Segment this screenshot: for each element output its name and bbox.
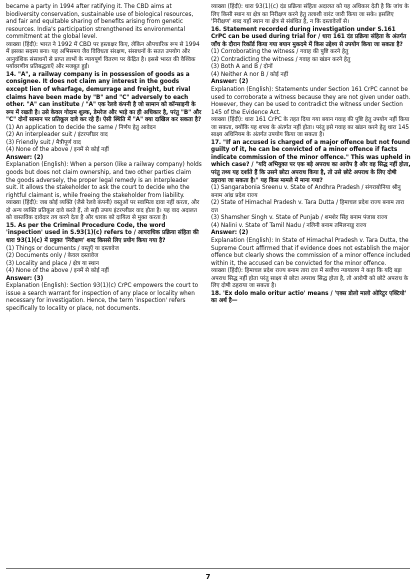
right-paragraph: Explanation (English): Statements under Section 161 CrPC cannot be used to corroborate a witness because they are not given under oath. However, they can be used to contradict the witness under Section 145 of the Evidence Act. [211, 87, 411, 116]
footer-divider [6, 568, 410, 569]
right-paragraph: (2) State of Himachal Pradesh v. Tara Dutta / हिमाचल प्रदेश राज्य बनाम तारा दत्त [211, 200, 405, 214]
right-paragraph: 17. "If an accused is charged of a major offence but not found guilty of it, he can be convicted of a minor offence if facts indicate commission of the minor offence." This was upheld in which case? / "यदि अभियुक्त पर एक बड़े अपराध का आरोप है और वह सिद्ध नहीं होता, परंतु तथ्य यह दर्शाते हैं कि उसने छोटा अपराध किया है, तो उसे छोटे अपराध के लिए दोषी ठहराया जा सकता है।" यह किस मामले में माना गया? [211, 139, 411, 184]
left-paragraph: 14. "A", a railway company is in possession of goods as a consignee. It does not claim any interest in the goods except lien of wharfage, demurrage and freight, but rival claims have been made by "B" and "C" adversely to each other. "A" can institute / "A" एक रेलवे कंपनी है जो सामान को कॉन्साइनी के रूप में रखती है। उसे केवल गोदाम शुल्क, डेमरेज और भाड़े का ही अधिकार है, परंतु "B" और "C" दोनों सामान पर प्रतिकूल दावे कर रहे हैं। ऐसी स्थिति में "A" क्या दाखिल कर सकता है? [6, 71, 202, 124]
right-column [211, 4, 411, 306]
left-paragraph: (3) Locality and place / क्षेत्र या स्थान [6, 260, 99, 267]
right-paragraph: (3) Both A and B / दोनों [211, 64, 273, 71]
left-paragraph: Answer: (2) [6, 154, 44, 161]
right-paragraph: Answer: (2) [211, 79, 249, 86]
left-paragraph: became a party in 1994 after ratifying it. The CBD aims at biodiversity conservation, sustainable use of biological resources, and fair and equitable sharing of benefits arising from genetic resources. India's participation strengthened its environmental commitment at the global level. [6, 4, 194, 41]
right-paragraph: (1) Sangarabonia Sreenu v. State of Andhra Pradesh / संगराबोनिया श्रीनु बनाम आंध्र प्रदेश राज्य [211, 185, 401, 199]
left-paragraph: (1) An application to decide the same / निर्णय हेतु आवेदन [6, 124, 156, 131]
left-paragraph: Explanation (English): When a person (like a railway company) holds goods but does not claim ownership, and two other parties claim the goods adversely, the proper legal remedy is an interpleader suit. It allows the stakeholder to ask the court to decide who the rightful claimant is, while freeing the stakeholder from liability. [6, 162, 202, 199]
left-paragraph: Answer: (3) [6, 275, 44, 282]
right-paragraph: 16. Statement recorded during investigation under S.161 CrPC can be used during trial for / धारा 161 दंड प्रक्रिया संहिता के अंतर्गत जाँच के दौरान रिकॉर्ड किया गया बयान मुकदमे में किस उद्देश्य से उपयोग किया जा सकता है? [211, 26, 407, 48]
right-paragraph: व्याख्या (हिंदी): धारा 93(1)(c) दंड प्रक्रिया संहिता अदालत को यह अधिकार देती है कि जांच के लिए किसी स्थान या क्षेत्र का निरीक्षण करने हेतु तलाशी वारंट जारी किया जा सके। इसलिए 'निरीक्षण' शब्द यहाँ स्थान या क्षेत्र से संबंधित है, न कि दस्तावेजों से। [211, 4, 409, 26]
left-paragraph: (3) Friendly suit / मैत्रीपूर्ण वाद [6, 139, 81, 146]
left-paragraph: (4) None of the above / इनमें से कोई नहीं [6, 147, 109, 154]
left-paragraph: 15. As per the Criminal Procedure Code, the word 'inspection' used in S.93(1)(c) refers to / आपराधिक प्रक्रिया संहिता की धारा 93(1)(c) में प्रयुक्त 'निरीक्षण' शब्द किससे लिए प्रयोग किया गया है? [6, 222, 199, 244]
right-paragraph: 18. 'Ex dolo malo oritur actio' means / 'एक्स डोलो मालो ओरिटुर एक्टियो' का अर्थ है— [211, 290, 407, 305]
left-paragraph: Explanation (English): Section 93(1)(c) CrPC empowers the court to issue a search warrant for inspection of any place or locality when necessary for investigation. Hence, the term 'inspection' refers specifically to locality or place, not documents. [6, 283, 199, 312]
left-paragraph: व्याख्या (हिंदी): जब कोई व्यक्ति (जैसे रेलवे कंपनी) वस्तुओं पर स्वामित्व दावा नहीं करता, और दो अन्य व्यक्ति प्रतिकूल दावे करते हैं, तो सही उपाय इंटरप्लीडर वाद होता है। यह वाद अदालत को वास्तविक दावेदार तय करने देता है और धारक को दायित्व से मुक्त करता है। [6, 200, 200, 222]
right-paragraph: (4) Neither A nor B / कोई नहीं [211, 71, 289, 78]
page-number: 7 [205, 573, 211, 581]
right-paragraph: (4) Nalini v. State of Tamil Nadu / नलिनी बनाम तमिलनाडु राज्य [211, 222, 367, 229]
right-paragraph: (2) Contradicting the witness / गवाह का खंडन करने हेतु [211, 56, 351, 63]
left-paragraph: (1) Things or documents / वस्तुएँ या दस्तावेज [6, 245, 119, 252]
right-paragraph: Explanation (English): In State of Himachal Pradesh v. Tara Dutta, the Supreme Court affirmed that if evidence does not establish the major offence but clearly shows the commission of a minor offence included within it, the accused can be convicted for the minor offence. [211, 237, 411, 267]
right-paragraph: व्याख्या (हिंदी): धारा 161 CrPC के तहत दिया गया बयान गवाह की पुष्टि हेतु उपयोग नहीं किया जा सकता, क्योंकि यह शपथ के अंतर्गत नहीं होता। परंतु इसे गवाह का खंडन करने हेतु धारा 145 साक्ष्य अधिनियम के अंतर्गत उपयोग किया जा सकता है। [211, 117, 410, 139]
left-paragraph: (2) Documents only / केवल दस्तावेज [6, 253, 99, 260]
left-paragraph: व्याख्या (हिंदी): भारत ने 1992 में CBD पर हस्ताक्षर किए, लेकिन औपचारिक रूप से 1994 में इसका सदस्य बना। यह अभिसमय जैव विविधता संरक्षण, संसाधनों के सतत उपयोग और आनुवंशिक संसाधनों से प्राप्त लाभों के न्यायपूर्ण वितरण पर केंद्रित है। इससे भारत की वैश्विक पर्यावरणीय प्रतिबद्धताएँ और मजबूत हुईं। [6, 41, 200, 71]
right-paragraph: Answer: (2) [211, 230, 249, 237]
left-column [6, 4, 202, 313]
right-paragraph: व्याख्या (हिंदी): हिमाचल प्रदेश राज्य बनाम तारा दत्त में सर्वोच्च न्यायालय ने कहा कि यदि बड़ा अपराध सिद्ध नहीं होता परंतु साक्ष्य से छोटा अपराध सिद्ध होता है, तो आरोपी को छोटे अपराध के लिए दोषी ठहराया जा सकता है। [211, 268, 409, 290]
right-paragraph: (3) Shamsher Singh v. State of Punjab / शमशेर सिंह बनाम पंजाब राज्य [211, 215, 388, 222]
left-paragraph: (4) None of the above / इनमें से कोई नहीं [6, 268, 109, 275]
right-paragraph: (1) Corroborating the witness / गवाह की पुष्टि करने हेतु [211, 49, 349, 56]
left-paragraph: (2) An interpleader suit / इंटरप्लीडर वाद [6, 132, 108, 139]
